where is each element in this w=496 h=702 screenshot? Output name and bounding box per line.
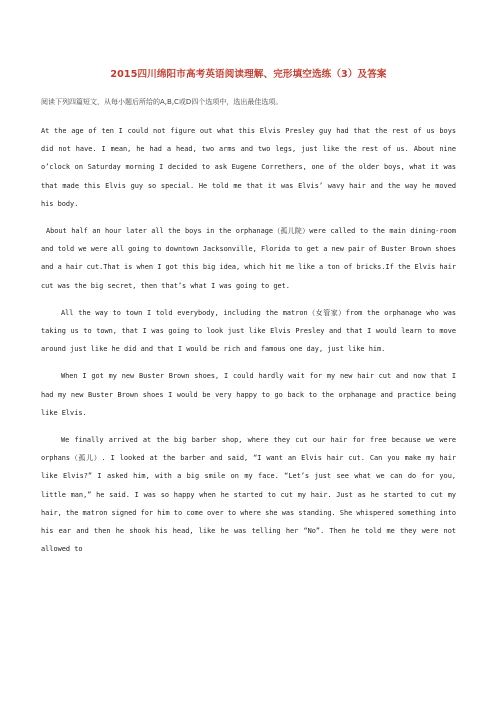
paragraph-1: At the age of ten I could not figure out what this Elvis Presley guy had that the rest of us boys did not have. I mean, he had a head, two arms and two legs, just like the rest of us. About nine o’clock on Saturday morning I decided to ask Eugene Correthers, one of the older boys, what it was that made this Elvis guy so special. He told me that it was Elvis’ wavy hair and the way he moved his body. <box>41 127 456 208</box>
paragraph-2: About half an hour later all the boys in the orphanage（孤儿院）were called to the main dining-room and told we were all going to downtown Jacksonville, Florida to get a new pair of Buster Brown shoes and a hair cut.That is when I got this big idea, which hit me like a ton of bricks.If the Elvis hair cut was the big secret, then that’s what I was going to get. <box>41 227 456 290</box>
paragraph-4: When I got my new Buster Brown shoes, I could hardly wait for my new hair cut and now that I had my new Buster Brown shoes I would be very happy to go back to the orphanage and practice being like Elvis. <box>41 372 456 417</box>
paragraph-5: We finally arrived at the big barber shop, where they cut our hair for free because we were orphans（孤儿）. I looked at the barber and said, “I want an Elvis hair cut. Can you make my hair like Elvis?” I asked him, with a big smile on my face. “Let’s just see what we can do for you, little man,” he said. I was so happy when he started to cut my hair. Just as he started to cut my hair, the matron signed for him to come over to where she was standing. She whispered something into his ear and then he shook his head, like he was telling her “No”. Then he told me they were not allowed to <box>41 436 456 554</box>
paragraph-3: All the way to town I told everybody, including the matron（女管家）from the orphanage who was taking us to town, that I was going to look just like Elvis Presley and that I would learn to move around just like he did and that I would be rich and famous one day, just like him. <box>41 308 456 354</box>
document-title: 2015四川绵阳市高考英语阅读理解、完形填空选练（3）及答案 <box>110 69 387 80</box>
instruction-text: 阅读下列四篇短文，从每小题后所给的A,B,C或D四个选项中，选出最佳选项。 <box>41 98 283 106</box>
